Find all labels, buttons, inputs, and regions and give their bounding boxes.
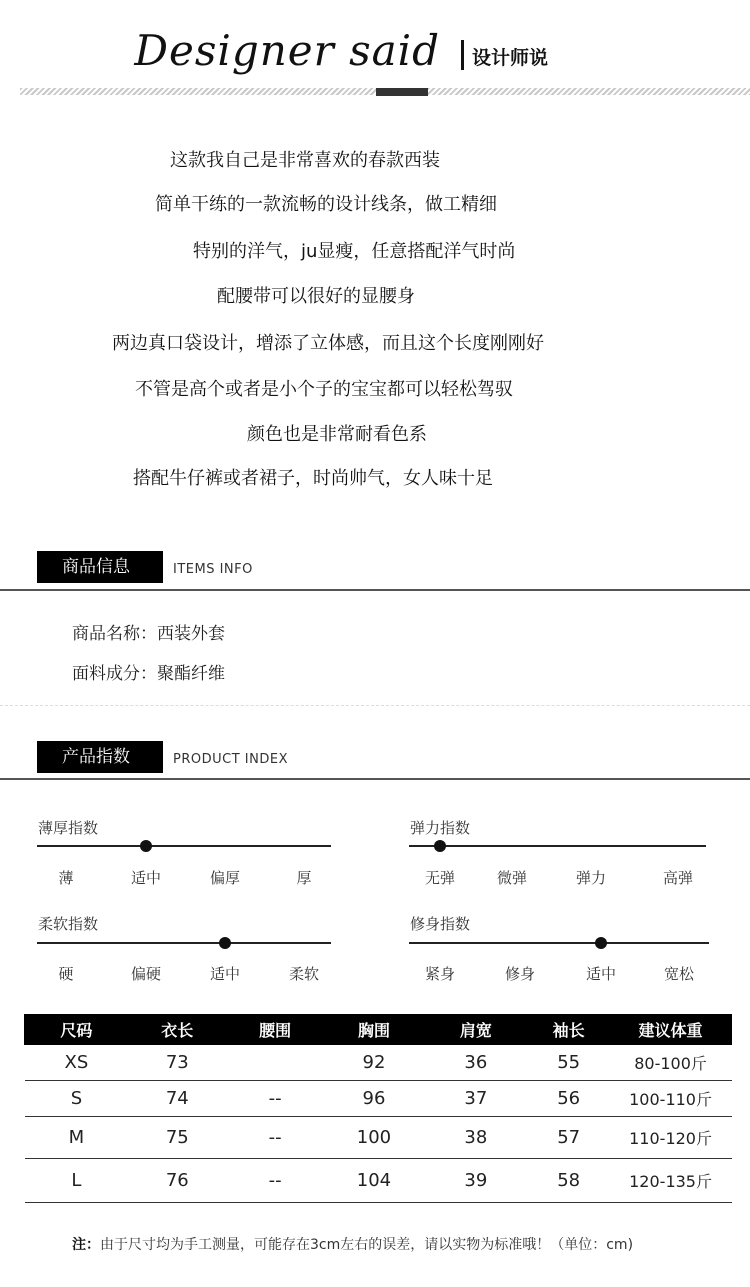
table-cell: -- [226,1159,324,1203]
table-cell: -- [226,1081,324,1117]
intro-line: 这款我自己是非常喜欢的春款西装 [170,150,440,171]
section-rule [0,778,750,780]
size-chart-table [24,1014,732,1203]
table-cell: 74 [128,1081,226,1117]
product-index-heading-en: PRODUCT INDEX [173,752,288,767]
size-chart-header-row [25,1015,732,1045]
table-cell: 120-135斤 [610,1159,732,1203]
table-cell: XS [25,1045,129,1081]
elasticity-index-marker [434,840,446,852]
intro-line: 简单干练的一款流畅的设计线条，做工精细 [155,194,497,215]
intro-line: 颜色也是非常耐看色系 [247,424,427,445]
fit-option: 修身 [504,965,535,983]
softness-option: 硬 [58,965,74,983]
thickness-option: 适中 [130,869,161,887]
table-cell: 100 [324,1117,424,1159]
table-cell: 36 [424,1045,528,1081]
table-cell: 57 [528,1117,610,1159]
table-cell: 58 [528,1159,610,1203]
table-cell: L [25,1159,129,1203]
intro-line: 配腰带可以很好的显腰身 [217,286,415,307]
table-cell: M [25,1117,129,1159]
header-length: 衣长 [128,1015,226,1045]
designer-said-title: Designer said [134,26,440,75]
fit-index-title: 修身指数 [410,915,471,933]
table-cell: 100-110斤 [610,1081,732,1117]
table-cell: 37 [424,1081,528,1117]
table-cell [226,1045,324,1081]
header-bust: 胸围 [324,1015,424,1045]
softness-option: 偏硬 [130,965,161,983]
thickness-option: 偏厚 [209,869,240,887]
dotted-divider [0,705,750,706]
table-row [25,1045,732,1081]
table-row [25,1159,732,1203]
softness-option: 适中 [209,965,240,983]
table-cell: 80-100斤 [610,1045,732,1081]
product-name-line: 商品名称：西装外套 [72,624,225,644]
elasticity-option: 微弹 [496,869,527,887]
table-cell: 104 [324,1159,424,1203]
note-text: 由于尺寸均为手工测量，可能存在3cm左右的误差，请以实物为标准哦！（单位：cm) [100,1237,634,1253]
table-cell: 76 [128,1159,226,1203]
header-sleeve: 袖长 [528,1015,610,1045]
fit-index-marker [595,937,607,949]
elasticity-option: 弹力 [575,869,606,887]
fit-option: 宽松 [663,965,694,983]
header-waist: 腰围 [226,1015,324,1045]
softness-index-marker [219,937,231,949]
table-cell: 75 [128,1117,226,1159]
fit-index-track [409,942,709,944]
header-size: 尺码 [25,1015,129,1045]
elasticity-index-title: 弹力指数 [410,819,471,837]
intro-line: 不管是高个或者是小个子的宝宝都可以轻松驾驭 [135,379,513,400]
table-cell: 39 [424,1159,528,1203]
product-index-heading: 产品指数 [37,741,163,773]
header-shoulder: 肩宽 [424,1015,528,1045]
title-divider-bar [461,40,464,70]
items-info-heading: 商品信息 [37,551,163,583]
table-row [25,1117,732,1159]
table-cell: 96 [324,1081,424,1117]
table-cell: 92 [324,1045,424,1081]
table-cell: 38 [424,1117,528,1159]
header-weight: 建议体重 [610,1015,732,1045]
elasticity-option: 高弹 [662,869,693,887]
thickness-index-title: 薄厚指数 [38,819,99,837]
table-cell: 55 [528,1045,610,1081]
section-rule [0,589,750,591]
thickness-option: 薄 [58,869,74,887]
thickness-option: 厚 [296,869,312,887]
elasticity-index-track [409,845,706,847]
softness-index-title: 柔软指数 [38,915,99,933]
table-cell: -- [226,1117,324,1159]
thickness-index-marker [140,840,152,852]
measurement-note [72,1234,633,1254]
note-label: 注： [72,1237,100,1253]
intro-line: 搭配牛仔裤或者裙子，时尚帅气，女人味十足 [133,468,493,489]
intro-line: 特别的洋气，ju显瘦，任意搭配洋气时尚 [193,241,516,262]
table-row [25,1081,732,1117]
table-cell: 56 [528,1081,610,1117]
designer-said-title-cn: 设计师说 [472,47,549,69]
table-cell: 73 [128,1045,226,1081]
elasticity-option: 无弹 [424,869,455,887]
fit-option: 适中 [585,965,616,983]
fabric-composition-line: 面料成分：聚酯纤维 [72,664,225,684]
table-cell: S [25,1081,129,1117]
items-info-heading-en: ITEMS INFO [173,562,253,577]
softness-index-track [37,942,331,944]
hatched-divider-accent [376,88,428,96]
fit-option: 紧身 [424,965,455,983]
thickness-index-track [37,845,331,847]
softness-option: 柔软 [288,965,319,983]
table-cell: 110-120斤 [610,1117,732,1159]
intro-line: 两边真口袋设计，增添了立体感，而且这个长度刚刚好 [112,333,544,354]
